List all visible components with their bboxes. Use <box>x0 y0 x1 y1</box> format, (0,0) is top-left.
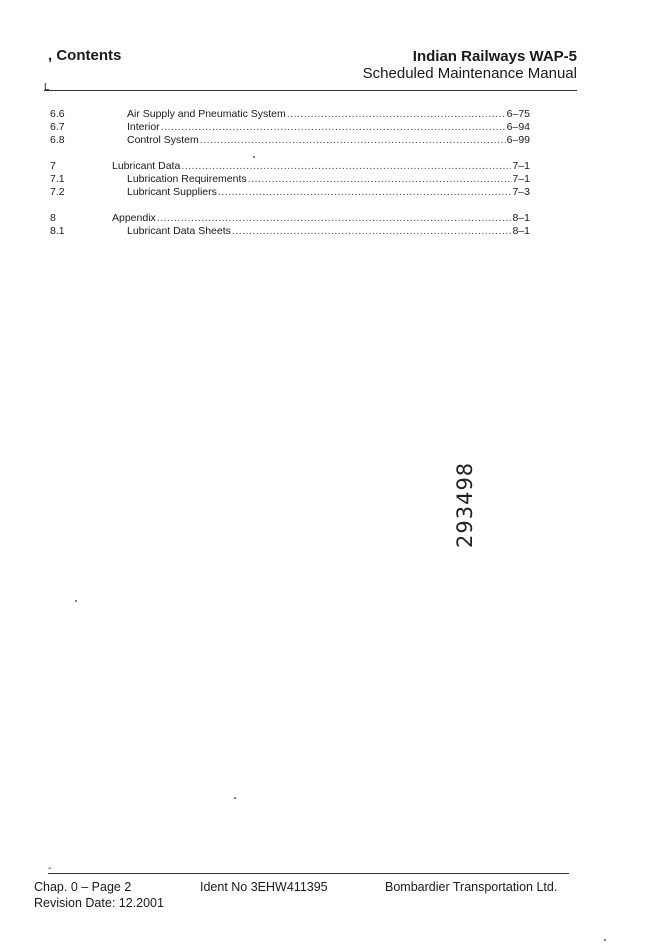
toc-dot-leader <box>181 160 511 173</box>
toc-number: 7.1 <box>50 173 65 185</box>
toc-title: Interior <box>127 121 160 133</box>
toc-page-number: 7–3 <box>512 186 530 198</box>
toc-title: Lubricant Data Sheets <box>127 225 231 237</box>
toc-number: 7 <box>50 160 56 172</box>
toc-dot-leader <box>248 173 512 186</box>
toc-title: Appendix <box>112 212 156 224</box>
toc-dot-leader <box>200 134 506 147</box>
toc-entry <box>112 160 530 173</box>
toc-entry <box>127 225 530 238</box>
footer-rule <box>48 873 569 874</box>
toc-dot-leader <box>161 121 506 134</box>
header-document-title: Indian Railways WAP-5 <box>412 48 577 65</box>
toc-page-number: 8–1 <box>512 212 530 224</box>
footer-company: Bombardier Transportation Ltd. <box>385 880 558 894</box>
footer-chapter-page: Chap. 0 – Page 2 <box>34 880 132 894</box>
toc-dot-leader <box>232 225 512 238</box>
header-rule <box>44 90 577 91</box>
toc-page-number: 6–94 <box>506 121 530 133</box>
toc-row <box>0 134 663 147</box>
toc-number: 8 <box>50 212 56 224</box>
toc-entry <box>112 212 530 225</box>
toc-dot-leader <box>157 212 512 225</box>
toc-entry <box>127 173 530 186</box>
toc-entry <box>127 134 530 147</box>
header-rule-mark: L <box>44 82 50 93</box>
toc-page-number: 6–99 <box>506 134 530 146</box>
toc-number: 6.8 <box>50 134 65 146</box>
toc-row <box>0 108 663 121</box>
toc-page-number: 6–75 <box>506 108 530 120</box>
toc-dot-leader <box>287 108 506 121</box>
toc-row <box>0 186 663 199</box>
scan-speck <box>75 600 77 602</box>
toc-title: Lubricant Suppliers <box>127 186 217 198</box>
toc-title: Lubricant Data <box>112 160 181 172</box>
toc-row <box>0 225 663 238</box>
toc-entry <box>127 121 530 134</box>
footer-rule-mark: - <box>48 863 52 874</box>
toc-title: Air Supply and Pneumatic System <box>127 108 286 120</box>
toc-number: 8.1 <box>50 225 65 237</box>
scan-speck <box>604 939 606 941</box>
header-contents-title: , Contents <box>48 47 122 64</box>
toc-number: 7.2 <box>50 186 65 198</box>
footer-ident-number: Ident No 3EHW411395 <box>200 880 328 894</box>
toc-row <box>0 121 663 134</box>
toc-page-number: 8–1 <box>512 225 530 237</box>
toc-entry <box>127 186 530 199</box>
toc-page-number: 7–1 <box>512 173 530 185</box>
footer-revision-date: Revision Date: 12.2001 <box>34 896 164 910</box>
toc-row <box>0 160 663 173</box>
toc-number: 6.7 <box>50 121 65 133</box>
toc-entry <box>127 108 530 121</box>
toc-page-number: 7–1 <box>512 160 530 172</box>
scan-speck <box>234 797 236 799</box>
toc-number: 6.6 <box>50 108 65 120</box>
toc-dot-leader <box>218 186 512 199</box>
toc-row <box>0 212 663 225</box>
scan-speck <box>253 156 255 158</box>
toc-title: Lubrication Requirements <box>127 173 247 185</box>
toc-row <box>0 173 663 186</box>
toc-title: Control System <box>127 134 199 146</box>
header-document-subtitle: Scheduled Maintenance Manual <box>362 65 577 82</box>
handwritten-stamp-number: 293498 <box>453 461 477 548</box>
